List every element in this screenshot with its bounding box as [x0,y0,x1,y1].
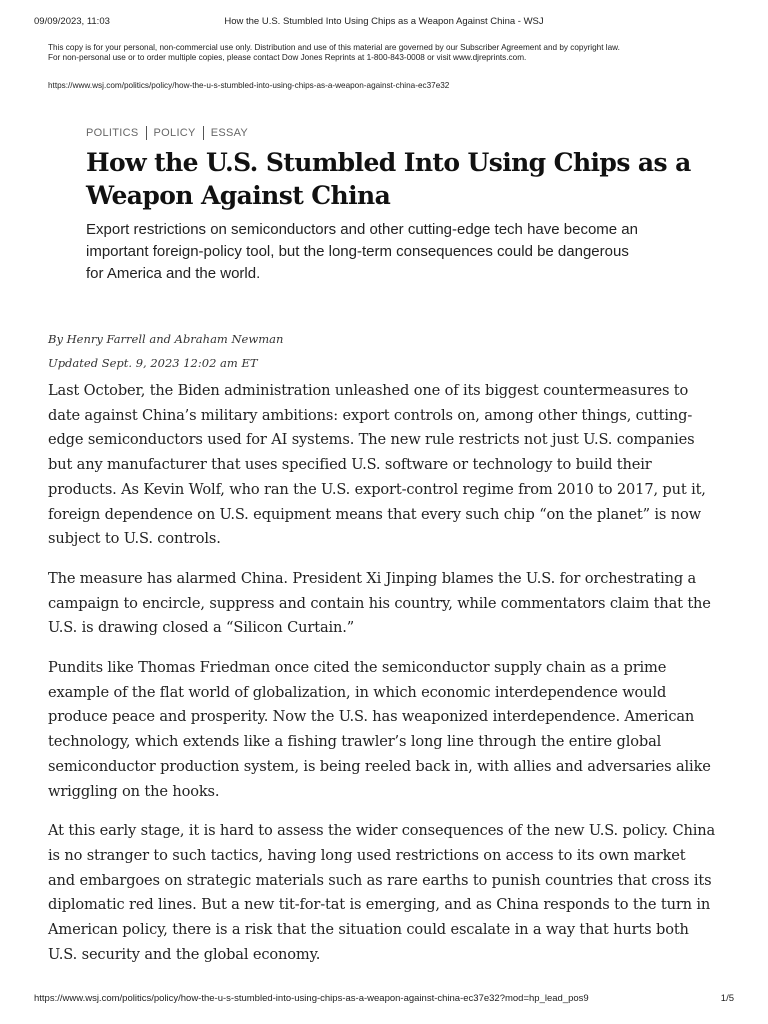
dek-line-3: for America and the world. [86,265,261,282]
article-body [48,379,728,982]
print-header [34,16,734,30]
breadcrumb-politics[interactable]: POLITICS [86,127,139,139]
article-headline [86,146,706,212]
notice-line-1: This copy is for your personal, non-commercial use only. Distribution and use of this material are governed by our Subscriber Agreement and by copyright law. [48,43,620,52]
text-line: and embargoes on strategic materials such as rare earths to punish countries that cross its [48,871,712,889]
article-url[interactable]: https://www.wsj.com/politics/policy/how-the-u-s-stumbled-into-using-chips-as-a-weapon-against-china-ec37e32 [48,81,450,90]
notice-line-2: For non-personal use or to order multiple copies, please contact Dow Jones Reprints at 1-800-843-0008 or visit www.djreprints.com. [48,52,527,62]
text-line: At this early stage, it is hard to assess the wider consequences of the new U.S. policy. China [48,822,716,840]
text-line: but any manufacturer that uses specified U.S. software or technology to build their [48,456,652,474]
text-line: produce peace and prosperity. Now the U.S. has weaponized interdependence. American [48,708,695,726]
headline-line-1: How the U.S. Stumbled Into Using Chips as a [86,148,691,177]
print-date: 09/09/2023, 11:03 [34,16,110,27]
text-line: wriggling on the hooks. [48,782,220,800]
breadcrumb-divider [203,126,204,140]
text-line: U.S. security and the global economy. [48,945,321,963]
dek-line-1: Export restrictions on semiconductors and other cutting-edge tech have become an [86,221,638,238]
text-line: American policy, there is a risk that the situation could escalate in a way that hurts both [48,921,689,939]
text-line: foreign dependence on U.S. equipment means that every such chip “on the planet” is now [48,505,701,523]
paragraph-2 [48,567,728,641]
text-line: edge semiconductors used for AI systems. The new rule restricts not just U.S. companies [48,431,695,449]
paragraph-4 [48,819,728,967]
text-line: Pundits like Thomas Friedman once cited the semiconductor supply chain as a prime [48,659,667,677]
text-line: subject to U.S. controls. [48,530,221,548]
breadcrumb-divider [146,126,147,140]
text-line: campaign to encircle, suppress and contain his country, while commentators claim that the [48,594,711,612]
print-footer [34,993,734,1007]
page-number: 1/5 [720,993,734,1004]
breadcrumb [86,126,248,140]
paragraph-1 [48,379,728,552]
footer-url[interactable]: https://www.wsj.com/politics/policy/how-the-u-s-stumbled-into-using-chips-as-a-weapon-against-china-ec37e32?mod=hp_lead_pos9 [34,993,589,1004]
copyright-notice [48,43,728,62]
paragraph-3 [48,656,728,804]
text-line: diplomatic red lines. But a new tit-for-tat is emerging, and as China responds to the turn in [48,896,711,914]
text-line: products. As Kevin Wolf, who ran the U.S. export-control regime from 2010 to 2017, put it, [48,480,706,498]
text-line: is no stranger to such tactics, having long used restrictions on access to its own market [48,846,686,864]
breadcrumb-essay[interactable]: ESSAY [210,127,249,139]
breadcrumb-policy[interactable]: POLICY [153,127,196,139]
text-line: Last October, the Biden administration unleashed one of its biggest countermeasures to [48,382,689,399]
text-line: date against China’s military ambitions: export controls on, among other things, cutting- [48,406,693,424]
headline-line-2: Weapon Against China [86,181,391,210]
byline: By Henry Farrell and Abraham Newman [48,332,284,346]
dek-line-2: important foreign-policy tool, but the long-term consequences could be dangerous [86,243,629,260]
text-line: technology, which extends like a fishing trawler’s long line through the entire global [48,733,662,751]
updated-timestamp: Updated Sept. 9, 2023 12:02 am ET [48,356,258,370]
text-line: example of the flat world of globalization, in which economic interdependence would [48,683,667,701]
article-dek [86,219,696,285]
text-line: semiconductor production system, is being reeled back in, with allies and adversaries alike [48,757,711,775]
text-line: U.S. is drawing closed a “Silicon Curtain.” [48,619,355,637]
print-title: How the U.S. Stumbled Into Using Chips as a Weapon Against China - WSJ [224,16,544,27]
text-line: The measure has alarmed China. President Xi Jinping blames the U.S. for orchestrating a [48,569,697,587]
